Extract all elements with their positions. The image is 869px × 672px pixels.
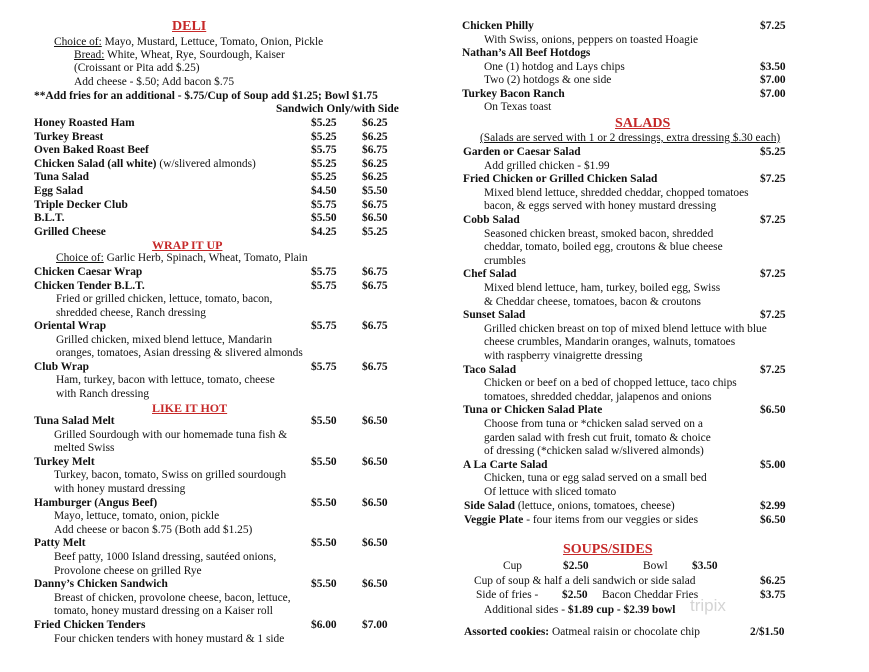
- salad-item-price: $7.25: [760, 173, 786, 186]
- hotdog-option-2-price: $7.00: [760, 74, 786, 86]
- deli-item-name: Chicken Salad (all white): [34, 157, 157, 170]
- veggie-plate-name: Veggie Plate: [464, 514, 524, 526]
- deli-item-name: Turkey Breast: [34, 130, 104, 143]
- salad-item-desc: bacon, & eggs served with honey mustard dressing: [484, 200, 717, 213]
- deli-item-price-sandwich: $5.25: [311, 171, 337, 184]
- cookies-text: Oatmeal raisin or chocolate chip: [551, 626, 700, 638]
- deli-item-price-with-side: $5.25: [362, 225, 388, 238]
- deli-item-price-with-side: $6.75: [362, 198, 388, 211]
- deli-item-name: Triple Decker Club: [34, 198, 128, 211]
- salad-item-price: $7.25: [760, 268, 786, 281]
- wrap-item-price-sandwich: $5.75: [311, 360, 337, 373]
- deli-item-note: (w/slivered almonds): [159, 157, 256, 170]
- bacon-fries-text: Bacon Cheddar Fries: [602, 589, 699, 601]
- deli-addon-note: Add cheese - $.50; Add bacon $.75: [74, 76, 235, 88]
- salad-item-desc: Choose from tuna or *chicken salad served on a: [484, 418, 703, 430]
- hot-item-price-sandwich: $5.50: [311, 537, 337, 550]
- hot-item-price-sandwich: $5.50: [311, 415, 337, 427]
- salad-item-name: Sunset Salad: [463, 309, 526, 322]
- deli-item-price-with-side: $6.25: [362, 171, 388, 184]
- deli-item-row: [34, 117, 135, 130]
- wrap-item-desc: oranges, tomatoes, Asian dressing & slivered almonds: [56, 347, 303, 359]
- salad-item-desc: cheddar, tomato, boiled egg, croutons & blue cheese: [484, 241, 723, 254]
- salad-item-desc: tomatoes, shredded cheddar, jalapenos and onions: [484, 390, 712, 403]
- combo-text: Cup of soup & half a deli sandwich or side salad: [474, 575, 696, 587]
- deli-bread-text: White, Wheat, Rye, Sourdough, Kaiser: [107, 49, 285, 61]
- additional-sides-prices: $1.89 cup - $2.39 bowl: [567, 604, 676, 616]
- deli-choice-line: [54, 36, 323, 49]
- deli-item-price-sandwich: $5.75: [311, 198, 337, 211]
- soups-title: SOUPS/SIDES: [563, 542, 653, 557]
- side-salad-note: (lettuce, onions, tomatoes, cheese): [517, 500, 675, 512]
- salad-item-desc: & Cheddar cheese, tomatoes, bacon & croutons: [484, 295, 701, 308]
- deli-bread-note: (Croissant or Pita add $.25): [74, 62, 200, 74]
- bowl-label: Bowl: [643, 560, 668, 572]
- additional-sides-text: Additional sides -: [484, 604, 565, 616]
- deli-item-price-sandwich: $5.25: [311, 130, 337, 143]
- deli-item-row: [34, 158, 256, 171]
- salad-item-name: Tuna or Chicken Salad Plate: [463, 404, 603, 417]
- wrap-item-price-sandwich: $5.75: [311, 279, 337, 292]
- hot-item-price-sandwich: $5.50: [311, 455, 337, 468]
- cookies-price: 2/$1.50: [750, 626, 785, 638]
- salad-item-name: Cobb Salad: [463, 214, 520, 226]
- side-salad-price: $2.99: [760, 500, 786, 512]
- wrap-item-price-with-side: $6.75: [362, 266, 388, 278]
- wrap-item-name: Oriental Wrap: [34, 320, 107, 332]
- hot-item-price-sandwich: $5.50: [311, 578, 337, 591]
- combo-price: $6.25: [760, 575, 786, 587]
- hot-item-desc: Beef patty, 1000 Island dressing, sautéed onions,: [54, 551, 277, 563]
- salad-item-desc: of dressing (*chicken salad w/slivered almonds): [484, 445, 704, 458]
- additional-sides-line: [484, 604, 675, 617]
- deli-item-price-sandwich: $4.50: [311, 185, 337, 197]
- deli-column-header: Sandwich Only/with Side: [276, 103, 399, 115]
- deli-item-row: [34, 226, 106, 239]
- hot-item-price-with-side: $6.50: [362, 415, 388, 427]
- hot-item-price-with-side: $6.50: [362, 578, 388, 591]
- salad-item-price: $7.25: [760, 363, 786, 376]
- hotdogs-name: Nathan’s All Beef Hotdogs: [462, 47, 591, 59]
- side-salad-name: Side Salad: [464, 500, 515, 512]
- deli-item-name: Grilled Cheese: [34, 225, 106, 238]
- chicken-philly-name: Chicken Philly: [462, 20, 534, 32]
- deli-item-name: Honey Roasted Ham: [34, 117, 135, 129]
- hotdog-option-2: Two (2) hotdogs & one side: [484, 74, 612, 86]
- hot-title: LIKE IT HOT: [152, 401, 228, 415]
- salad-item-desc: Of lettuce with sliced tomato: [484, 486, 617, 498]
- turkey-bacon-ranch-name: Turkey Bacon Ranch: [462, 88, 565, 100]
- cookies-label: Assorted cookies:: [464, 626, 550, 638]
- salad-item-name: Fried Chicken or Grilled Chicken Salad: [463, 173, 658, 186]
- deli-item-row: [34, 199, 128, 212]
- wrap-item-desc: Fried or grilled chicken, lettuce, tomato, bacon,: [56, 293, 273, 305]
- cup-price: $2.50: [563, 560, 589, 572]
- salad-item-name: Chef Salad: [463, 268, 517, 281]
- hot-item-name: Fried Chicken Tenders: [34, 619, 146, 631]
- hot-item-desc: Add cheese or bacon $.75 (Both add $1.25): [54, 523, 253, 536]
- wrap-item-name: Chicken Tender B.L.T.: [34, 279, 145, 292]
- deli-fries-note: **Add fries for an additional - $.75/Cup of Soup add $1.25; Bowl $1.75: [34, 90, 378, 102]
- hot-item-desc: with honey mustard dressing: [54, 483, 186, 495]
- salad-item-desc: garden salad with fresh cut fruit, tomato & choice: [484, 431, 711, 444]
- deli-item-price-sandwich: $5.25: [311, 157, 337, 170]
- bowl-price: $3.50: [692, 560, 718, 572]
- cookies-line: [464, 626, 700, 639]
- wrap-choice-label: Choice of:: [56, 252, 104, 264]
- deli-item-price-sandwich: $5.75: [311, 144, 337, 157]
- hot-item-name: Danny’s Chicken Sandwich: [34, 578, 168, 591]
- deli-item-price-sandwich: $5.25: [311, 117, 337, 129]
- bacon-fries-price: $3.75: [760, 589, 786, 601]
- deli-item-price-with-side: $6.50: [362, 212, 388, 225]
- hot-item-name: Patty Melt: [34, 537, 86, 550]
- wrap-item-price-with-side: $6.75: [362, 279, 388, 292]
- wrap-item-price-sandwich: $5.75: [311, 266, 337, 278]
- veggie-plate-line: [464, 514, 698, 527]
- hot-item-desc: melted Swiss: [54, 442, 115, 455]
- chicken-philly-price: $7.25: [760, 20, 786, 32]
- salad-item-desc: Chicken, tuna or egg salad served on a small bed: [484, 472, 707, 485]
- wrap-item-name: Club Wrap: [34, 360, 89, 373]
- wrap-item-desc: shredded cheese, Ranch dressing: [56, 306, 206, 319]
- turkey-bacon-ranch-price: $7.00: [760, 88, 786, 100]
- wrap-item-price-sandwich: $5.75: [311, 320, 337, 332]
- veggie-plate-price: $6.50: [760, 514, 786, 526]
- salad-item-name: A La Carte Salad: [463, 458, 548, 471]
- hot-item-desc: Mayo, lettuce, tomato, onion, pickle: [54, 510, 220, 523]
- hot-item-price-with-side: $6.50: [362, 496, 388, 509]
- hot-item-desc: tomato, honey mustard dressing on a Kaiser roll: [54, 605, 273, 618]
- deli-item-name: Oven Baked Roast Beef: [34, 144, 149, 157]
- side-salad-line: [464, 500, 675, 513]
- turkey-bacon-ranch-desc: On Texas toast: [484, 101, 552, 113]
- deli-item-row: [34, 212, 65, 225]
- salad-item-name: Garden or Caesar Salad: [463, 146, 581, 158]
- deli-item-price-with-side: $6.75: [362, 144, 388, 157]
- deli-item-name: Tuna Salad: [34, 171, 89, 184]
- deli-item-price-with-side: $6.25: [362, 157, 388, 170]
- deli-bread-line: [74, 49, 285, 62]
- salad-item-desc: Grilled chicken breast on top of mixed blend lettuce with blue: [484, 322, 767, 335]
- fries-price: $2.50: [562, 589, 588, 601]
- hot-item-desc: Grilled Sourdough with our homemade tuna fish &: [54, 428, 288, 441]
- salads-title: SALADS: [615, 116, 671, 131]
- deli-item-price-with-side: $6.25: [362, 130, 388, 143]
- salad-item-name: Taco Salad: [463, 363, 517, 376]
- deli-item-row: [34, 185, 83, 198]
- hotdog-option-1: One (1) hotdog and Lays chips: [484, 61, 625, 73]
- wrap-item-price-with-side: $6.75: [362, 320, 388, 332]
- deli-item-name: Egg Salad: [34, 185, 84, 197]
- wrap-item-desc: with Ranch dressing: [56, 387, 150, 400]
- veggie-plate-note: - four items from our veggies or sides: [526, 514, 699, 526]
- wrap-title: WRAP IT UP: [152, 238, 223, 252]
- hotdog-option-1-price: $3.50: [760, 61, 786, 73]
- hot-item-desc: Four chicken tenders with honey mustard & 1 side: [54, 632, 285, 645]
- deli-item-price-with-side: $5.50: [362, 185, 388, 197]
- deli-item-price-with-side: $6.25: [362, 117, 388, 129]
- hot-item-desc: Turkey, bacon, tomato, Swiss on grilled sourdough: [54, 469, 287, 482]
- hot-item-price-sandwich: $6.00: [311, 619, 337, 631]
- salad-item-desc: with raspberry vinaigrette dressing: [484, 350, 643, 362]
- hot-item-price-sandwich: $5.50: [311, 496, 337, 509]
- salad-item-desc: Add grilled chicken - $1.99: [484, 159, 610, 172]
- salad-item-desc: Mixed blend lettuce, shredded cheddar, chopped tomatoes: [484, 186, 749, 199]
- hot-item-price-with-side: $7.00: [362, 619, 388, 631]
- hot-item-desc: Breast of chicken, provolone cheese, bacon, lettuce,: [54, 591, 291, 604]
- wrap-choice-text: Garlic Herb, Spinach, Wheat, Tomato, Plain: [106, 252, 308, 264]
- wrap-item-price-with-side: $6.75: [362, 360, 388, 373]
- fries-text: Side of fries -: [476, 589, 539, 601]
- hot-item-name: Turkey Melt: [34, 455, 95, 468]
- deli-choice-label: Choice of:: [54, 36, 102, 48]
- salad-item-price: $7.25: [760, 309, 786, 322]
- hot-item-price-with-side: $6.50: [362, 455, 388, 468]
- hot-item-name: Hamburger (Angus Beef): [34, 496, 158, 509]
- hot-item-price-with-side: $6.50: [362, 537, 388, 550]
- salad-item-desc: cheese crumbles, Mandarin oranges, walnuts, tomatoes: [484, 336, 736, 349]
- wrap-item-desc: Ham, turkey, bacon with lettuce, tomato, cheese: [56, 374, 275, 386]
- salad-item-price: $5.25: [760, 146, 786, 158]
- deli-bread-label: Bread:: [74, 49, 105, 61]
- salads-note: (Salads are served with 1 or 2 dressings, extra dressing $.30 each): [480, 132, 781, 144]
- deli-item-name: B.L.T.: [34, 212, 65, 225]
- chicken-philly-desc: With Swiss, onions, peppers on toasted Hoagie: [484, 34, 699, 46]
- salad-item-price: $6.50: [760, 404, 786, 417]
- salad-item-price: $5.00: [760, 458, 786, 471]
- wrap-choice-line: [56, 252, 308, 265]
- deli-item-row: [34, 171, 89, 184]
- hot-item-desc: Provolone cheese on grilled Rye: [54, 564, 202, 577]
- salad-item-price: $7.25: [760, 214, 786, 226]
- wrap-item-name: Chicken Caesar Wrap: [34, 266, 143, 278]
- watermark-logo: tripix: [690, 596, 726, 615]
- deli-item-price-sandwich: $4.25: [311, 225, 337, 238]
- deli-item-price-sandwich: $5.50: [311, 212, 337, 225]
- deli-choice-text: Mayo, Mustard, Lettuce, Tomato, Onion, Pickle: [104, 36, 324, 48]
- deli-item-row: [34, 144, 149, 157]
- deli-item-row: [34, 131, 103, 144]
- deli-title: DELI: [172, 19, 207, 34]
- wrap-item-desc: Grilled chicken, mixed blend lettuce, Mandarin: [56, 333, 273, 346]
- salad-item-desc: Seasoned chicken breast, smoked bacon, shredded: [484, 227, 714, 240]
- cup-label: Cup: [503, 560, 522, 572]
- salad-item-desc: Chicken or beef on a bed of chopped lettuce, taco chips: [484, 377, 737, 390]
- salad-item-desc: crumbles: [484, 254, 526, 267]
- hot-item-name: Tuna Salad Melt: [34, 415, 115, 427]
- salad-item-desc: Mixed blend lettuce, ham, turkey, boiled egg, Swiss: [484, 282, 721, 294]
